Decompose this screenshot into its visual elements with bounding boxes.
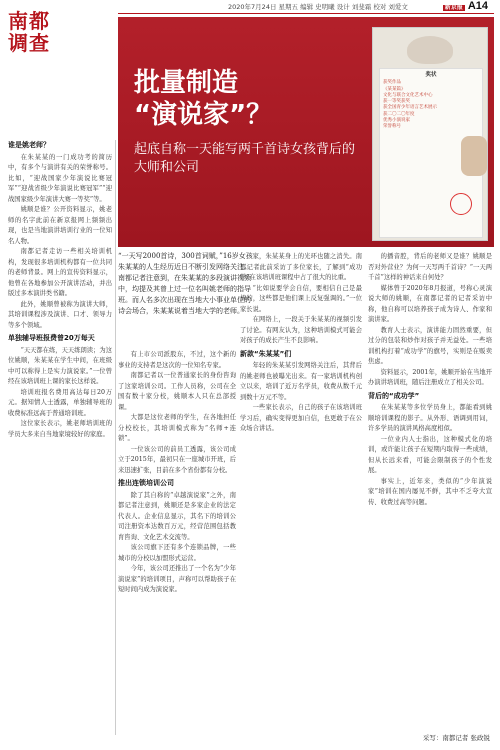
paragraph: 在朱某某的一门成功考的简历中，有多个与演讲有关的荣誉称号。比如，“迎战国家少年演说比赛冠军”“迎战省级少年演说比赛冠军”“迎战国家级少年演讲大赛一等奖”等。 (8, 153, 112, 203)
page-number (443, 0, 488, 12)
paragraph: 培训班报名费用高达每日20万元。据知情人士透露，单独辅导班的收费标准远高于普通培训班。 (8, 388, 112, 417)
paragraph: 大都是这位老师的学生，在各地担任分校校长，其培训模式称为“名师+连锁”。 (118, 414, 236, 442)
certificate-line: 优秀小演说家 (383, 118, 410, 124)
paragraph: 南都记者以一位普通家长的身份咨询了这家培训公司。工作人员称，公司在全国有数十家分校，姚顺本人只在总部授课。 (118, 372, 236, 411)
hand (461, 136, 487, 176)
paragraph: 教育人士表示，演讲能力固然重要，但过分的包装和炒作对孩子并无益处。一些培训机构打着“成功学”的旗号，实则是在贩卖焦虑。 (368, 326, 492, 365)
header-rule (118, 13, 494, 14)
paragraph: 在朱某某等多位学员身上，都能看到姚顺培训课程的影子。从外形、语调到用词，许多学员的演讲风格高度相似。 (368, 404, 492, 432)
hero-banner (118, 17, 494, 247)
paragraph: “比如说要学会自信，要相信自己是最棒的，这些都是他们课上反复强调的。”一位家长说。 (240, 284, 362, 313)
paragraph: 该公司旗下还有多个连锁品牌，一些城市的分校以加盟形式运营。 (118, 544, 236, 562)
headline-line1: 批量制造 (134, 68, 239, 98)
paragraph: 此外，姚顺曾被称为演讲大师，其培训课程涉及演讲、口才、领导力等多个领域。 (8, 300, 112, 329)
article-column-2 (118, 350, 236, 740)
subhead-new: 新款“朱某某”们 (240, 349, 292, 358)
paragraph: 在网络上，一段关于朱某某的视频引发了讨论。有网友认为，这种培训模式可能会对孩子的成长产生不良影响。 (240, 316, 362, 344)
seal-stamp (450, 193, 472, 215)
certificate-photo (372, 27, 488, 241)
certificate-title: 奖状 (425, 72, 437, 78)
paragraph: 除了其自称的“卓越演说家”之外，南都记者注意到，姚顺还是多家企业的法定代表人。企业信息显示，其名下的培训公司注册资本达数百万元，经营范围包括教育咨询、文化艺术交流等。 (118, 491, 236, 541)
paragraph: 事实上，近年来，类似的“少年演说家”培训在国内屡见不鲜，其中不乏夸大宣传、收费过高等问题。 (368, 477, 492, 506)
paragraph: 南都记者走访一些相关培训机构，发现很多培训机构都有一位共同的老师背景。网上的宣传资料显示，他曾在各地参加公开演讲活动，并出版过多本演讲类书籍。 (8, 248, 112, 297)
paragraph: 资料显示，2001年，姚顺开始在当地开办演讲培训班，随后注册成立了相关公司。 (368, 368, 492, 386)
page-number-value: A14 (467, 0, 488, 12)
article-column-1 (8, 138, 112, 738)
subhead-chain: 推出连锁培训公司 (118, 479, 174, 487)
paragraph: 一位业内人士指出，这种模式化的培训，或许能让孩子在短期内取得一些成绩，但从长远来看，可能会限制孩子的个性发展。 (368, 435, 492, 474)
paragraph: 有上市公司派股东，不过，这个新的事业的支持者是这次的一位知名专家。 (118, 351, 236, 369)
section-title-line2: 调查 (8, 31, 50, 55)
subhead-success: 背后的“成功学” (368, 391, 420, 400)
subhead-who: 谁是姚老师？ (8, 141, 50, 149)
face-blur (407, 36, 453, 64)
certificate-line: 文化与联合文化艺术中心 (383, 92, 433, 98)
photo-caption: “一天写2000首诗，300首词赋，”16岁女孩朱某某的人生经历近日不断引发网络关注。南都记者注意到，在朱某某的多段演讲视频中，均提及其曾上过一位名叫姚老师的指导班。而人名多次出现在当地大小事业单位的诗会场合，朱某某说着当地大学的老师。 (118, 252, 253, 315)
certificate-line: 《某某篇》 (383, 86, 406, 92)
paragraph: 姚顺是谁？公开资料显示，姚老师的名字此前在新京报网上频频出现，也是当地演讲培训行业的一位知名人物。 (8, 206, 112, 245)
paragraph: 一些家长表示，自己的孩子在该培训班学习后，确实变得更加自信，也更敢于在公众场合讲话。 (240, 404, 362, 432)
paragraph: 一位该公司的前员工透露，该公司成立于2015年，最初只在一座城市开班，后来迅速扩张，目前在多个省份都有分校。 (118, 445, 236, 474)
certificate-line: 获全国青少年语言艺术展示 (383, 105, 437, 111)
column-divider (115, 140, 116, 735)
paragraph: 媒体曾于2020年8月报道，号称心灵演说大师的姚顺，在南都记者的记者采访中称，他自称可以培养孩子成为诗人、作家和演讲家。 (368, 284, 492, 323)
paragraph: 的播音腔，背后的老师又是谁？姚顺是否对外营业？为何一天写两千首诗？“一天两千首”这样的神话来自何处？ (368, 253, 492, 281)
certificate-line: 获一等奖获奖 (383, 99, 410, 105)
paragraph: 这位家长表示，姚老师培训班的学员大多来自当地家境较好的家庭。 (8, 420, 112, 438)
certificate-line: 获奖作品 (383, 80, 401, 86)
article-column-3 (240, 252, 362, 740)
certificate-line: 荣誉称号 (383, 124, 401, 130)
certificate-line: 获二〇二〇年度 (383, 111, 415, 117)
paragraph: “天天都在练，天天练朗读；为这位姚顺，朱某某在学生中间，在班级中可以称得上是实力演说家。”一位曾经在该培训班上课的家长这样说。 (8, 346, 112, 385)
subhead-fee: 单独辅导班报费曾20万每天 (8, 334, 95, 342)
section-title-line1: 南都 (8, 9, 50, 33)
header-meta: 2020年7月24日 星期五 编辑 史明曦 设计 刘斐霜 校对 刘爱文 (228, 3, 408, 11)
page-tag: 新京报 (444, 4, 463, 11)
paragraph: 家，朱某某身上的光环也随之消失。南都记者此前采访了多位家长，了解到“成功学”在该培训班课程中占了很大的比重。 (240, 253, 362, 281)
headline-line2: “演说家”？ (134, 100, 273, 130)
paragraph: 今年，该公司还推出了一个名为“少年演说家”的培训项目，声称可以帮助孩子在短时间内成为演说家。 (118, 565, 236, 593)
paragraph: 年轻的朱某某引发网络关注后，其背后的姚老师也被曝光出来。有一家培训机构创立以来，培训了近万名学员，收费从数千元到数十万元不等。 (240, 362, 362, 401)
headline (134, 67, 272, 131)
section-title (8, 10, 72, 54)
page-header (0, 0, 500, 14)
byline: 采写：南都记者 张政锐 (422, 734, 490, 742)
article-column-4 (368, 252, 492, 722)
subheadline: 起底自称一天能写两千首诗女孩背后的大师和公司 (134, 142, 356, 175)
